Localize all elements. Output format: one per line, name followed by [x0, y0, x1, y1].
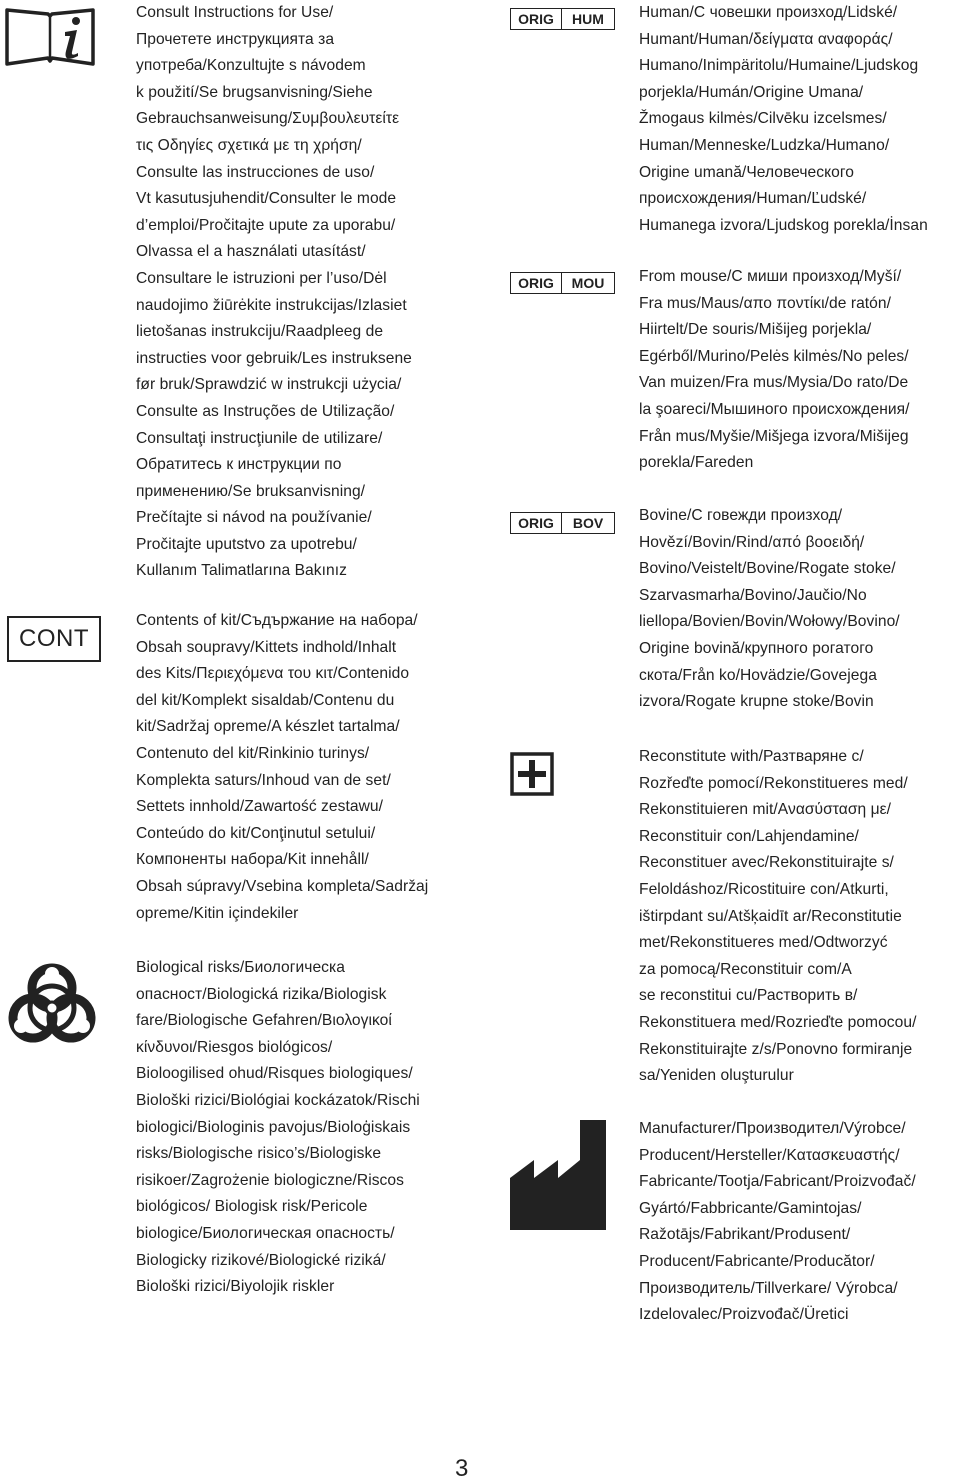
text-line: Prečítajte si návod na používanie/: [136, 509, 372, 527]
biological-risks-text: [136, 955, 476, 1301]
text-line: применению/Se bruksanvisning/: [136, 482, 366, 500]
text-line: Gyártó/Fabbricante/Gamintojas/: [639, 1199, 862, 1217]
text-line: Consulte as Instruções de Utilização/: [136, 402, 395, 420]
text-line: Humano/Inimpäritolu/Humaine/Ljudskog: [639, 57, 919, 75]
text-line: Обратитесь к инструкции по: [136, 456, 342, 474]
text-line: Biological risks/Биологическа: [136, 959, 345, 976]
species-label: BOV: [572, 515, 604, 531]
text-line: употреба/Konzultujte s návodem: [136, 57, 366, 75]
human-origin-text: [639, 0, 960, 239]
text-line: kit/Sadržaj opreme/A készlet tartalma/: [136, 718, 400, 736]
text-line: Pročitajte uputstvo za upotrebu/: [136, 535, 357, 553]
text-line: Reconstituir con/Lahjendamine/: [639, 827, 859, 845]
text-line: liellopa/Bovien/Bovin/Wołowy/Bovino/: [639, 613, 900, 631]
text-line: Bovine/С говежди произход/: [639, 507, 843, 524]
reconstitute-with-text: [639, 744, 960, 1090]
text-line: del kit/Komplekt sisaldab/Contenu du: [136, 691, 395, 709]
text-line: скота/Från ko/Hovädzie/Govejega: [639, 666, 877, 684]
text-line: Bioloogilised ohud/Risques biologiques/: [136, 1065, 413, 1083]
text-line: происхождения/Human/Ľudské/: [639, 190, 867, 208]
text-line: Manufacturer/Производител/Výrobce/: [639, 1120, 906, 1137]
origin-mouse-box: [510, 272, 615, 294]
text-line: Producent/Fabricante/Producător/: [639, 1252, 875, 1270]
text-line: Hovězí/Bovin/Rind/από βοοειδή/: [639, 533, 865, 551]
text-line: Biološki rizici/Biyolojik riskler: [136, 1278, 335, 1296]
text-line: Компоненты набора/Kit innehåll/: [136, 851, 369, 869]
text-line: From mouse/С миши произход/Myší/: [639, 268, 902, 285]
text-line: Contents of kit/Съдържание на набора/: [136, 612, 418, 629]
contents-of-kit-text: [136, 608, 476, 927]
text-line: se reconstitui cu/Растворить в/: [639, 987, 858, 1005]
text-line: Producent/Hersteller/Κατασκευαστής/: [639, 1146, 900, 1164]
text-line: Consultaţi instrucţiunile de utilizare/: [136, 429, 383, 447]
text-line: Consult Instructions for Use/: [136, 4, 334, 21]
text-line: Från mus/Myšie/Mišjega izvora/Mišijeg: [639, 427, 909, 445]
text-line: opreme/Kitin içindekiler: [136, 904, 299, 922]
text-line: izvora/Rogate krupne stoke/Bovin: [639, 693, 874, 711]
text-line: porjekla/Humán/Origine Umana/: [639, 83, 864, 101]
text-line: Humanega izvora/Ljudskog porekla/İnsan: [639, 216, 928, 234]
text-line: Humant/Human/δείγματα αναφοράς/: [639, 30, 893, 48]
text-line: опасност/Biologická rizika/Biologisk: [136, 985, 387, 1003]
text-line: Прочетете инструкцията за: [136, 30, 335, 48]
text-line: porekla/Fareden: [639, 454, 754, 472]
biohazard-icon: [4, 960, 100, 1046]
text-line: Szarvasmarha/Bovino/Jaučio/No: [639, 586, 867, 604]
text-line: Origine bovină/крупного рогатого: [639, 639, 874, 657]
text-line: naudojimo žiūrėkite instrukcijas/Izlasiet: [136, 296, 407, 314]
text-line: Human/Menneske/Ludzka/Humano/: [639, 136, 890, 154]
text-line: des Kits/Περιεχόμενα του κιτ/Contenido: [136, 665, 410, 683]
text-line: Biologicky rizikové/Biologické riziká/: [136, 1251, 386, 1269]
text-line: κίνδυνοι/Riesgos biológicos/: [136, 1038, 333, 1056]
text-line: Conteúdo do kit/Conţinutul setului/: [136, 824, 376, 842]
text-line: Human/С човешки произход/Lidské/: [639, 4, 898, 21]
text-line: Vt kasutusjuhendit/Consulter le mode: [136, 190, 397, 208]
origin-bovine-box: [510, 512, 615, 534]
text-line: risikoer/Zagrożenie biologiczne/Riscos: [136, 1171, 404, 1189]
text-line: Biološki rizici/Biológiai kockázatok/Rischi: [136, 1091, 420, 1109]
text-line: Žmogaus kilmės/Cilvēku izcelsmes/: [639, 110, 887, 128]
text-line: sa/Yeniden oluşturulur: [639, 1067, 794, 1085]
text-line: za pomocą/Reconstituir com/A: [639, 960, 852, 978]
text-line: Egérből/Murino/Pelės kilmės/No peles/: [639, 347, 909, 365]
text-line: τις Οδηγίες σχετικά με τη χρήση/: [136, 136, 362, 154]
text-line: Hiirtelt/De souris/Mišijeg porjekla/: [639, 321, 872, 339]
book-info-icon: [4, 4, 96, 68]
text-line: lietošanas instrukciju/Raadpleeg de: [136, 323, 384, 341]
text-line: Rekonstituieren mit/Ανασύσταση με/: [639, 801, 892, 819]
text-line: la şoareci/Мышиного происхождения/: [639, 400, 910, 418]
text-line: Reconstitute with/Разтваряне с/: [639, 748, 864, 765]
text-line: Fra mus/Maus/απο ποντίκι/de ratón/: [639, 294, 892, 312]
mouse-origin-text: [639, 264, 960, 477]
page-number: 3: [455, 1455, 469, 1482]
text-line: Производитель/Tillverkare/ Výrobca/: [639, 1279, 898, 1297]
text-line: instructies voor gebruik/Les instruksene: [136, 349, 412, 367]
instructions-for-use-text: [136, 0, 476, 585]
text-line: Rekonstituera med/Rozrieďte pomocou/: [639, 1013, 917, 1031]
origin-label: ORIG: [511, 9, 562, 29]
text-line: Settets innhold/Zawartość zestawu/: [136, 798, 383, 816]
text-line: Gebrauchsanweisung/Συμβουλευτείτε: [136, 110, 400, 128]
text-line: k použití/Se brugsanvisning/Siehe: [136, 83, 373, 101]
text-line: biologice/Биологическая опасность/: [136, 1224, 395, 1242]
text-line: Consultare le istruzioni per l’uso/Dėl: [136, 269, 387, 287]
origin-human-box: [510, 8, 615, 30]
bovine-origin-text: [639, 503, 960, 716]
text-line: risks/Biologische risico’s/Biologiske: [136, 1145, 382, 1163]
text-line: Ražotājs/Fabrikant/Produsent/: [639, 1226, 851, 1244]
species-label: MOU: [571, 275, 605, 291]
text-line: ištirpdant su/Atšķaidīt ar/Reconstitutie: [639, 907, 902, 925]
origin-label: ORIG: [511, 273, 562, 293]
text-line: biológicos/ Biologisk risk/Pericole: [136, 1198, 368, 1216]
species-label: HUM: [572, 11, 604, 27]
factory-icon: [510, 1120, 606, 1230]
manufacturer-text: [639, 1116, 960, 1329]
text-line: før bruk/Sprawdzić w instrukcji użycia/: [136, 376, 402, 394]
text-line: fare/Biologische Gefahren/Βιολογικοί: [136, 1012, 392, 1030]
text-line: Consulte las instrucciones de uso/: [136, 163, 375, 181]
text-line: Origine umană/Человеческого: [639, 163, 855, 181]
text-line: Contenuto del kit/Rinkinio turinys/: [136, 744, 370, 762]
text-line: Reconstituer avec/Rekonstituirajte s/: [639, 854, 894, 872]
origin-label: ORIG: [511, 513, 562, 533]
text-line: Izdelovalec/Proizvođač/Üretici: [639, 1306, 849, 1324]
text-line: Fabricante/Tootja/Fabricant/Proizvođač/: [639, 1173, 916, 1191]
text-line: Rekonstituirajte z/s/Ponovno formiranje: [639, 1040, 913, 1058]
text-line: Komplekta saturs/Inhoud van de set/: [136, 771, 391, 789]
text-line: Feloldáshoz/Ricostituire con/Atkurti,: [639, 880, 889, 898]
text-line: Obsah súpravy/Vsebina kompleta/Sadržaj: [136, 877, 429, 895]
text-line: biologici/Biologinis pavojus/Bioloģiskais: [136, 1118, 411, 1136]
text-line: Van muizen/Fra mus/Mysia/Do rato/De: [639, 374, 909, 392]
text-line: d’emploi/Pročitajte upute za uporabu/: [136, 216, 396, 234]
plus-box-icon: [510, 752, 554, 796]
text-line: met/Rekonstitueres med/Odtworzyć: [639, 934, 888, 952]
text-line: Bovino/Veistelt/Bovine/Rogate stoke/: [639, 560, 896, 578]
text-line: Kullanım Talimatlarına Bakınız: [136, 562, 347, 580]
text-line: Obsah soupravy/Kittets indhold/Inhalt: [136, 638, 397, 656]
text-line: Olvassa el a használati utasítást/: [136, 243, 366, 261]
text-line: Rozřeďte pomocí/Rekonstitueres med/: [639, 774, 908, 792]
kit-contents-label: CONT: [7, 616, 101, 662]
